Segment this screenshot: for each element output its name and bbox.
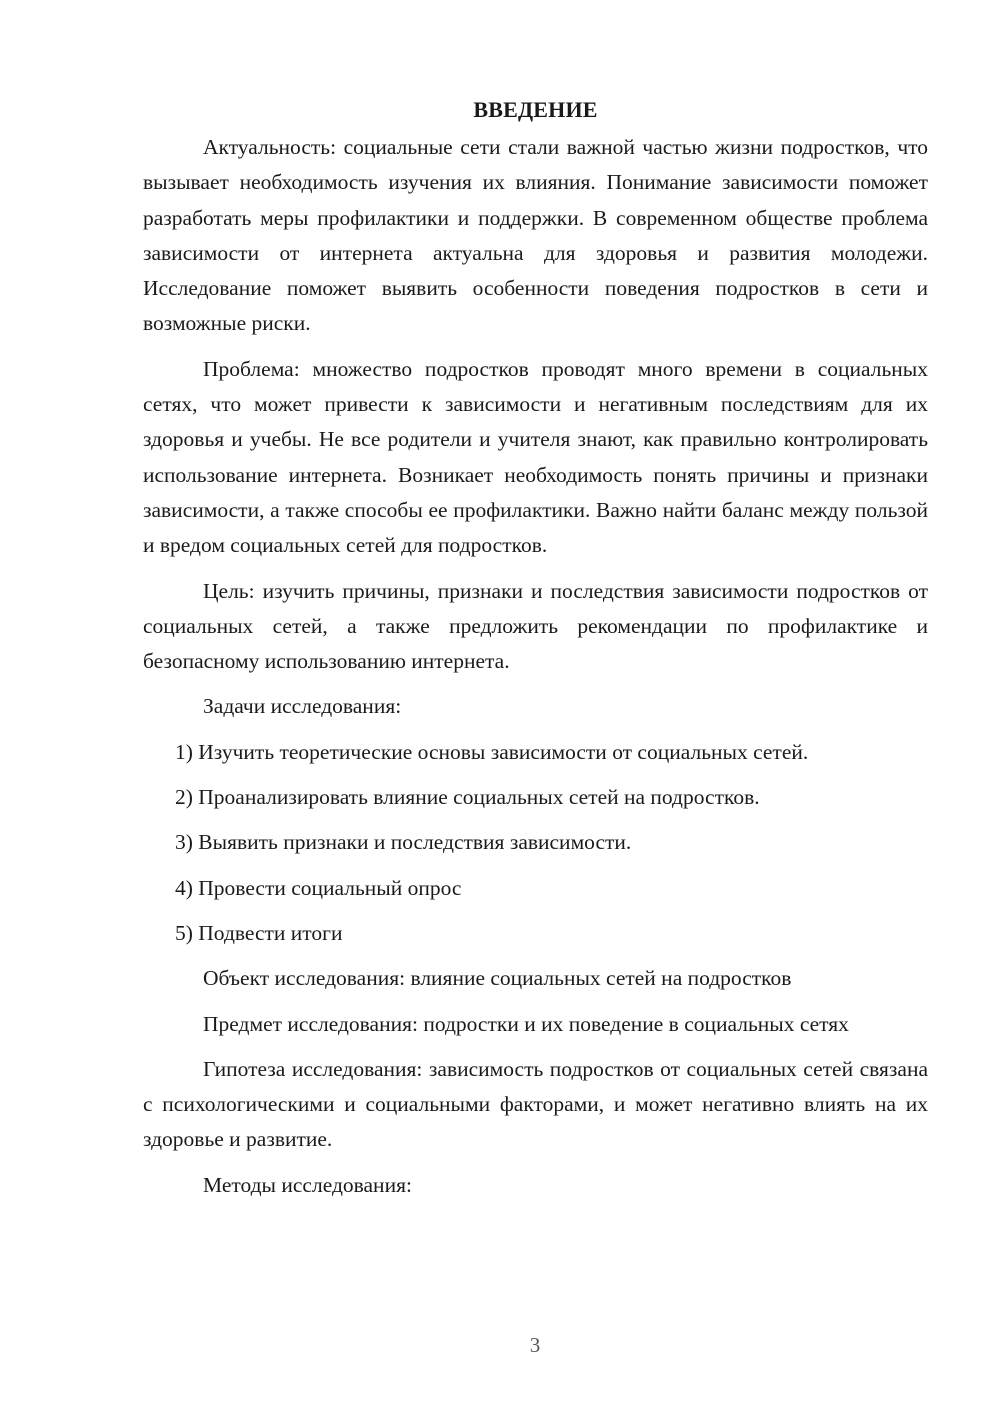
- object-paragraph: Объект исследования: влияние социальных сетей на подростков: [203, 966, 792, 991]
- relevance-paragraph: Актуальность: социальные сети стали важной частью жизни подростков, что вызывает необходимость изучения их влияния. Понимание зависимости поможет разработать меры профилактики и поддержки. В современном обществе проблема зависимости от интернета актуальна для здоровья и развития молодежи. Исследование поможет выявить особенности поведения подростков в сети и возможные риски.: [143, 135, 928, 336]
- document-page: [143, 92, 928, 1213]
- page-number: 3: [529, 1333, 541, 1357]
- goal-paragraph: Цель: изучить причины, признаки и последствия зависимости подростков от социальных сетей, а также предложить рекомендации по профилактике и безопасному использованию интернета.: [143, 578, 928, 674]
- methods-heading: Методы исследования:: [203, 1172, 412, 1197]
- list-item: 2) Проанализировать влияние социальных сетей на подростков.: [175, 785, 760, 810]
- tasks-list: [143, 735, 928, 951]
- list-item: 3) Выявить признаки и последствия зависимости.: [175, 830, 632, 855]
- page-title: ВВЕДЕНИЕ: [473, 97, 598, 122]
- list-item: 1) Изучить теоретические основы зависимости от социальных сетей.: [175, 739, 809, 764]
- list-item: 4) Провести социальный опрос: [175, 875, 462, 900]
- list-item: 5) Подвести итоги: [175, 920, 343, 945]
- hypothesis-paragraph: Гипотеза исследования: зависимость подростков от социальных сетей связана с психологическими и социальными факторами, и может негативно влиять на их здоровье и развитие.: [143, 1056, 928, 1152]
- tasks-heading: Задачи исследования:: [203, 694, 402, 719]
- problem-paragraph: Проблема: множество подростков проводят много времени в социальных сетях, что может привести к зависимости и негативным последствиям для их здоровья и учебы. Не все родители и учителя знают, как правильно контролировать использование интернета. Возникает необходимость понять причины и признаки зависимости, а также способы ее профилактики. Важно найти баланс между пользой и вредом социальных сетей для подростков.: [143, 356, 928, 558]
- subject-paragraph: Предмет исследования: подростки и их поведение в социальных сетях: [203, 1011, 849, 1036]
